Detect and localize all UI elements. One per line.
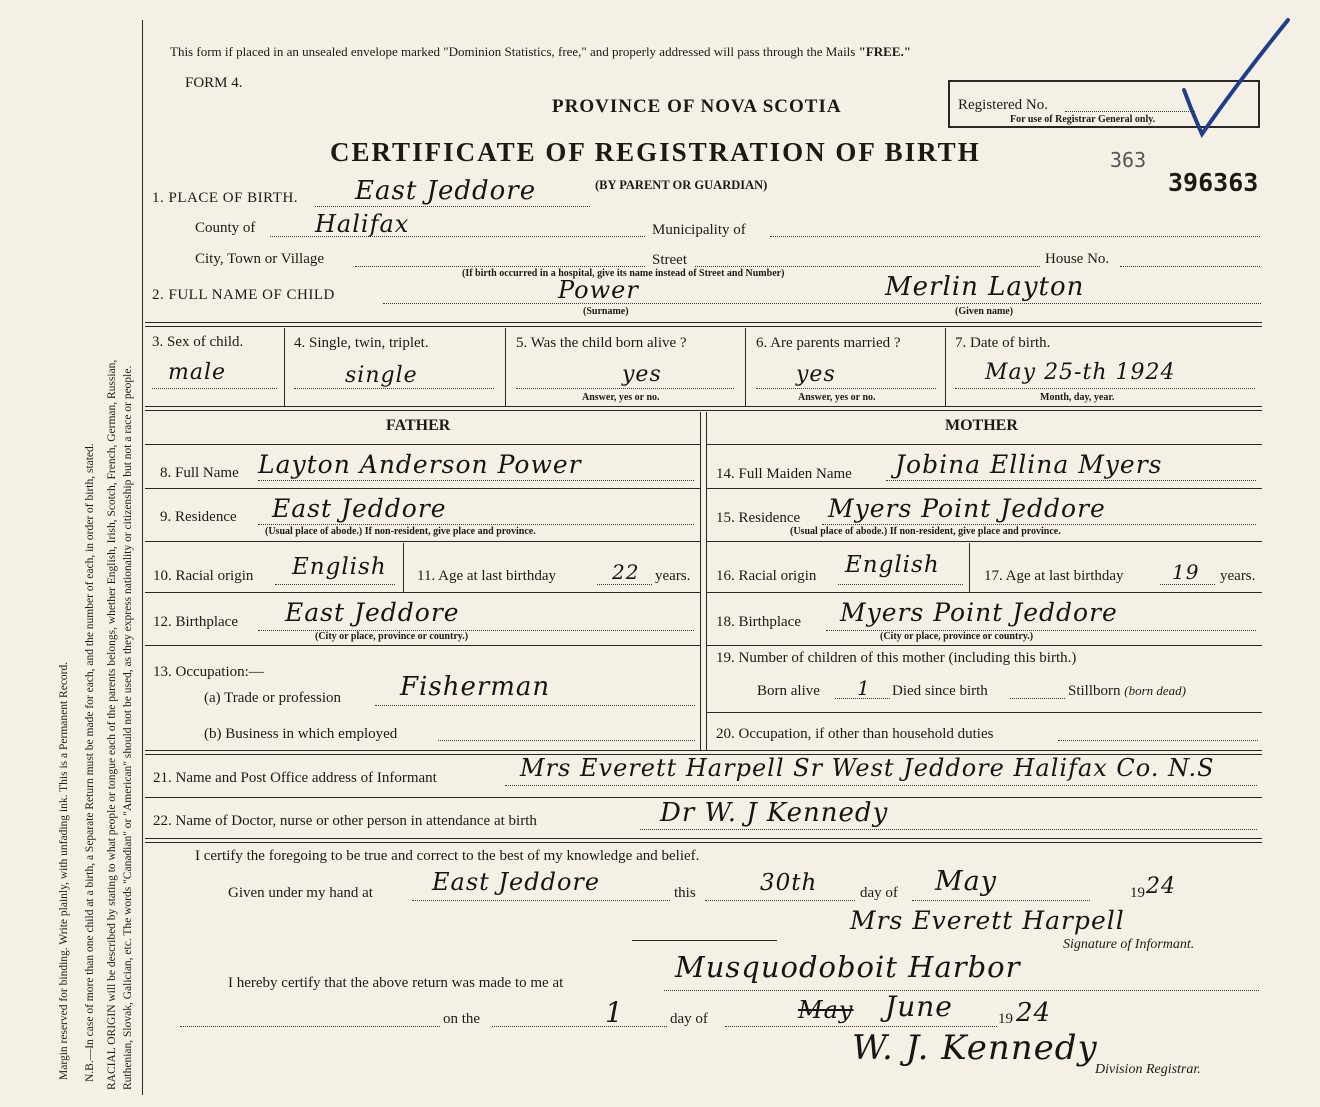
given-under-hand-label: Given under my hand at (228, 885, 373, 901)
mother-age-label: 17. Age at last birthday (984, 568, 1124, 584)
born-alive-label: 5. Was the child born alive ? (516, 335, 687, 351)
page-subtitle: (BY PARENT OR GUARDIAN) (595, 178, 768, 192)
stillborn-label: Stillborn (born dead) (1068, 683, 1187, 699)
mother-birthplace-caption: (City or place, province or country.) (880, 631, 1034, 642)
mother-heading: MOTHER (945, 417, 1018, 434)
father-residence-value: East Jeddore (272, 494, 447, 523)
doctor-value: Dr W. J Kennedy (660, 798, 889, 828)
place-of-birth-value: East Jeddore (355, 176, 537, 206)
certify-month-value: May (935, 866, 997, 897)
informant-signature: Mrs Everett Harpell (850, 906, 1125, 935)
plurality-label: 4. Single, twin, triplet. (294, 335, 429, 351)
street-label: Street (652, 252, 687, 268)
registrar-year-value: 24 (1016, 998, 1052, 1028)
mother-age-unit: years. (1220, 568, 1256, 584)
on-the-label: on the (443, 1011, 481, 1027)
father-birthplace-caption: (City or place, province or country.) (315, 631, 469, 642)
city-label: City, Town or Village (195, 251, 325, 267)
child-name-label: 2. FULL NAME OF CHILD (152, 287, 335, 303)
registration-number: 396363 (1168, 168, 1259, 197)
occupation-label: 13. Occupation:— (153, 664, 264, 680)
given-caption: (Given name) (955, 306, 1014, 317)
registrar-note: For use of Registrar General only. (1010, 114, 1156, 125)
father-racial-value: English (292, 554, 387, 580)
place-of-birth-label: 1. PLACE OF BIRTH. (152, 190, 299, 206)
children-count-label: 19. Number of children of this mother (including this birth.) (716, 650, 1077, 666)
certify-statement: I certify the foregoing to be true and correct to the best of my knowledge and belief. (195, 848, 700, 864)
certify-year-value: 24 (1146, 874, 1176, 899)
form-number: FORM 4. (185, 75, 243, 91)
registrar-day-of-label: day of (670, 1011, 708, 1027)
mother-age-value: 19 (1172, 560, 1200, 584)
county-value: Halifax (315, 210, 410, 238)
born-alive-caption: Answer, yes or no. (582, 392, 660, 403)
certify-day-of-label: day of (860, 885, 898, 901)
mother-name-value: Jobina Ellina Myers (895, 450, 1163, 479)
mother-racial-label: 16. Racial origin (716, 568, 817, 584)
date-of-birth-value: May 25-th 1924 (985, 360, 1176, 385)
married-label: 6. Are parents married ? (756, 335, 901, 351)
died-since-birth-label: Died since birth (892, 683, 988, 699)
given-place-value: East Jeddore (432, 868, 601, 896)
father-birthplace-label: 12. Birthplace (153, 614, 238, 630)
sex-label: 3. Sex of child. (152, 334, 244, 350)
registrar-statement: I hereby certify that the above return was made to me at (228, 975, 564, 991)
trade-value: Fisherman (400, 672, 551, 702)
informant-value: Mrs Everett Harpell Sr West Jeddore Halifax Co. N.S (520, 754, 1215, 782)
municipality-label: Municipality of (652, 222, 746, 238)
doctor-label: 22. Name of Doctor, nurse or other person in attendance at birth (153, 813, 537, 829)
father-name-value: Layton Anderson Power (258, 450, 582, 479)
certify-day-value: 30th (760, 870, 818, 896)
plurality-value: single (345, 363, 418, 388)
mother-name-label: 14. Full Maiden Name (716, 466, 852, 482)
certify-year-prefix: 19 (1130, 885, 1145, 901)
born-alive-count-label: Born alive (757, 683, 820, 699)
page-title: CERTIFICATE OF REGISTRATION OF BIRTH (330, 137, 981, 167)
child-surname-value: Power (558, 276, 639, 304)
registrar-place-value: Musquodoboit Harbor (675, 950, 1021, 984)
date-of-birth-label: 7. Date of birth. (955, 335, 1051, 351)
this-label: this (674, 885, 696, 901)
born-alive-count-value: 1 (857, 676, 871, 700)
father-age-value: 22 (612, 560, 640, 584)
father-heading: FATHER (386, 417, 451, 434)
province-heading: PROVINCE OF NOVA SCOTIA (552, 96, 842, 117)
mail-notice: This form if placed in an unsealed envelope marked "Dominion Statistics, free," and properly addressed will pass through the Mails "FREE." (170, 44, 911, 59)
informant-signature-caption: Signature of Informant. (1063, 937, 1195, 952)
father-age-unit: years. (655, 568, 691, 584)
trade-label: (a) Trade or profession (204, 690, 342, 706)
margin-note-multiple-births: N.B.—In case of more than one child at a birth, a Separate Return must be made for each, and the number of each, in order of birth, stated. (84, 443, 96, 1082)
born-alive-value: yes (622, 362, 662, 387)
margin-note-binding: Margin reserved for binding. Write plainly, with unfading ink. This is a Permanent Record. (58, 661, 70, 1080)
married-value: yes (796, 362, 836, 387)
father-age-label: 11. Age at last birthday (417, 568, 556, 584)
registrar-day-value: 1 (605, 996, 624, 1029)
check-mark-icon (1178, 12, 1298, 142)
mother-racial-value: English (845, 552, 940, 578)
hospital-note: (If birth occurred in a hospital, give its name instead of Street and Number) (462, 268, 785, 279)
registrar-signature: W. J. Kennedy (852, 1028, 1098, 1068)
mother-residence-value: Myers Point Jeddore (828, 494, 1106, 523)
registrar-signature-caption: Division Registrar. (1095, 1062, 1201, 1077)
margin-note-racial-origin: RACIAL ORIGIN will be described by stating to what people or tongue each of the parents belongs, whether English, Irish, Scotch, French, German, Russian, (106, 359, 118, 1090)
married-caption: Answer, yes or no. (798, 392, 876, 403)
mother-birthplace-value: Myers Point Jeddore (840, 598, 1118, 627)
mother-residence-label: 15. Residence (716, 510, 801, 526)
stamp-number: 363 (1110, 148, 1147, 172)
father-birthplace-value: East Jeddore (285, 598, 460, 627)
margin-note-racial-origin-cont: Ruthenian, Slovak, Galician, etc. The words "Canadian" or "American" should not be used, as they express nationality or citizenship but not a race or people. (122, 365, 134, 1090)
mother-birthplace-label: 18. Birthplace (716, 614, 801, 630)
child-given-value: Merlin Layton (885, 272, 1085, 302)
county-label: County of (195, 220, 256, 236)
father-residence-label: 9. Residence (160, 509, 237, 525)
sex-value: male (168, 360, 227, 385)
registrar-year-prefix: 19 (998, 1011, 1013, 1027)
left-border (142, 20, 143, 1095)
registered-label: Registered No. (958, 97, 1048, 113)
father-residence-caption: (Usual place of abode.) If non-resident, give place and province. (265, 526, 536, 537)
surname-caption: (Surname) (583, 306, 629, 317)
business-label: (b) Business in which employed (204, 726, 398, 742)
registrar-month-struck: May (798, 996, 854, 1024)
father-racial-label: 10. Racial origin (153, 568, 254, 584)
father-name-label: 8. Full Name (160, 465, 239, 481)
house-number-label: House No. (1045, 251, 1110, 267)
date-caption: Month, day, year. (1040, 392, 1115, 403)
informant-label: 21. Name and Post Office address of Informant (153, 770, 437, 786)
mother-residence-caption: (Usual place of abode.) If non-resident, give place and province. (790, 526, 1061, 537)
registrar-month-value: June (885, 990, 953, 1023)
mother-occupation-label: 20. Occupation, if other than household duties (716, 726, 994, 742)
